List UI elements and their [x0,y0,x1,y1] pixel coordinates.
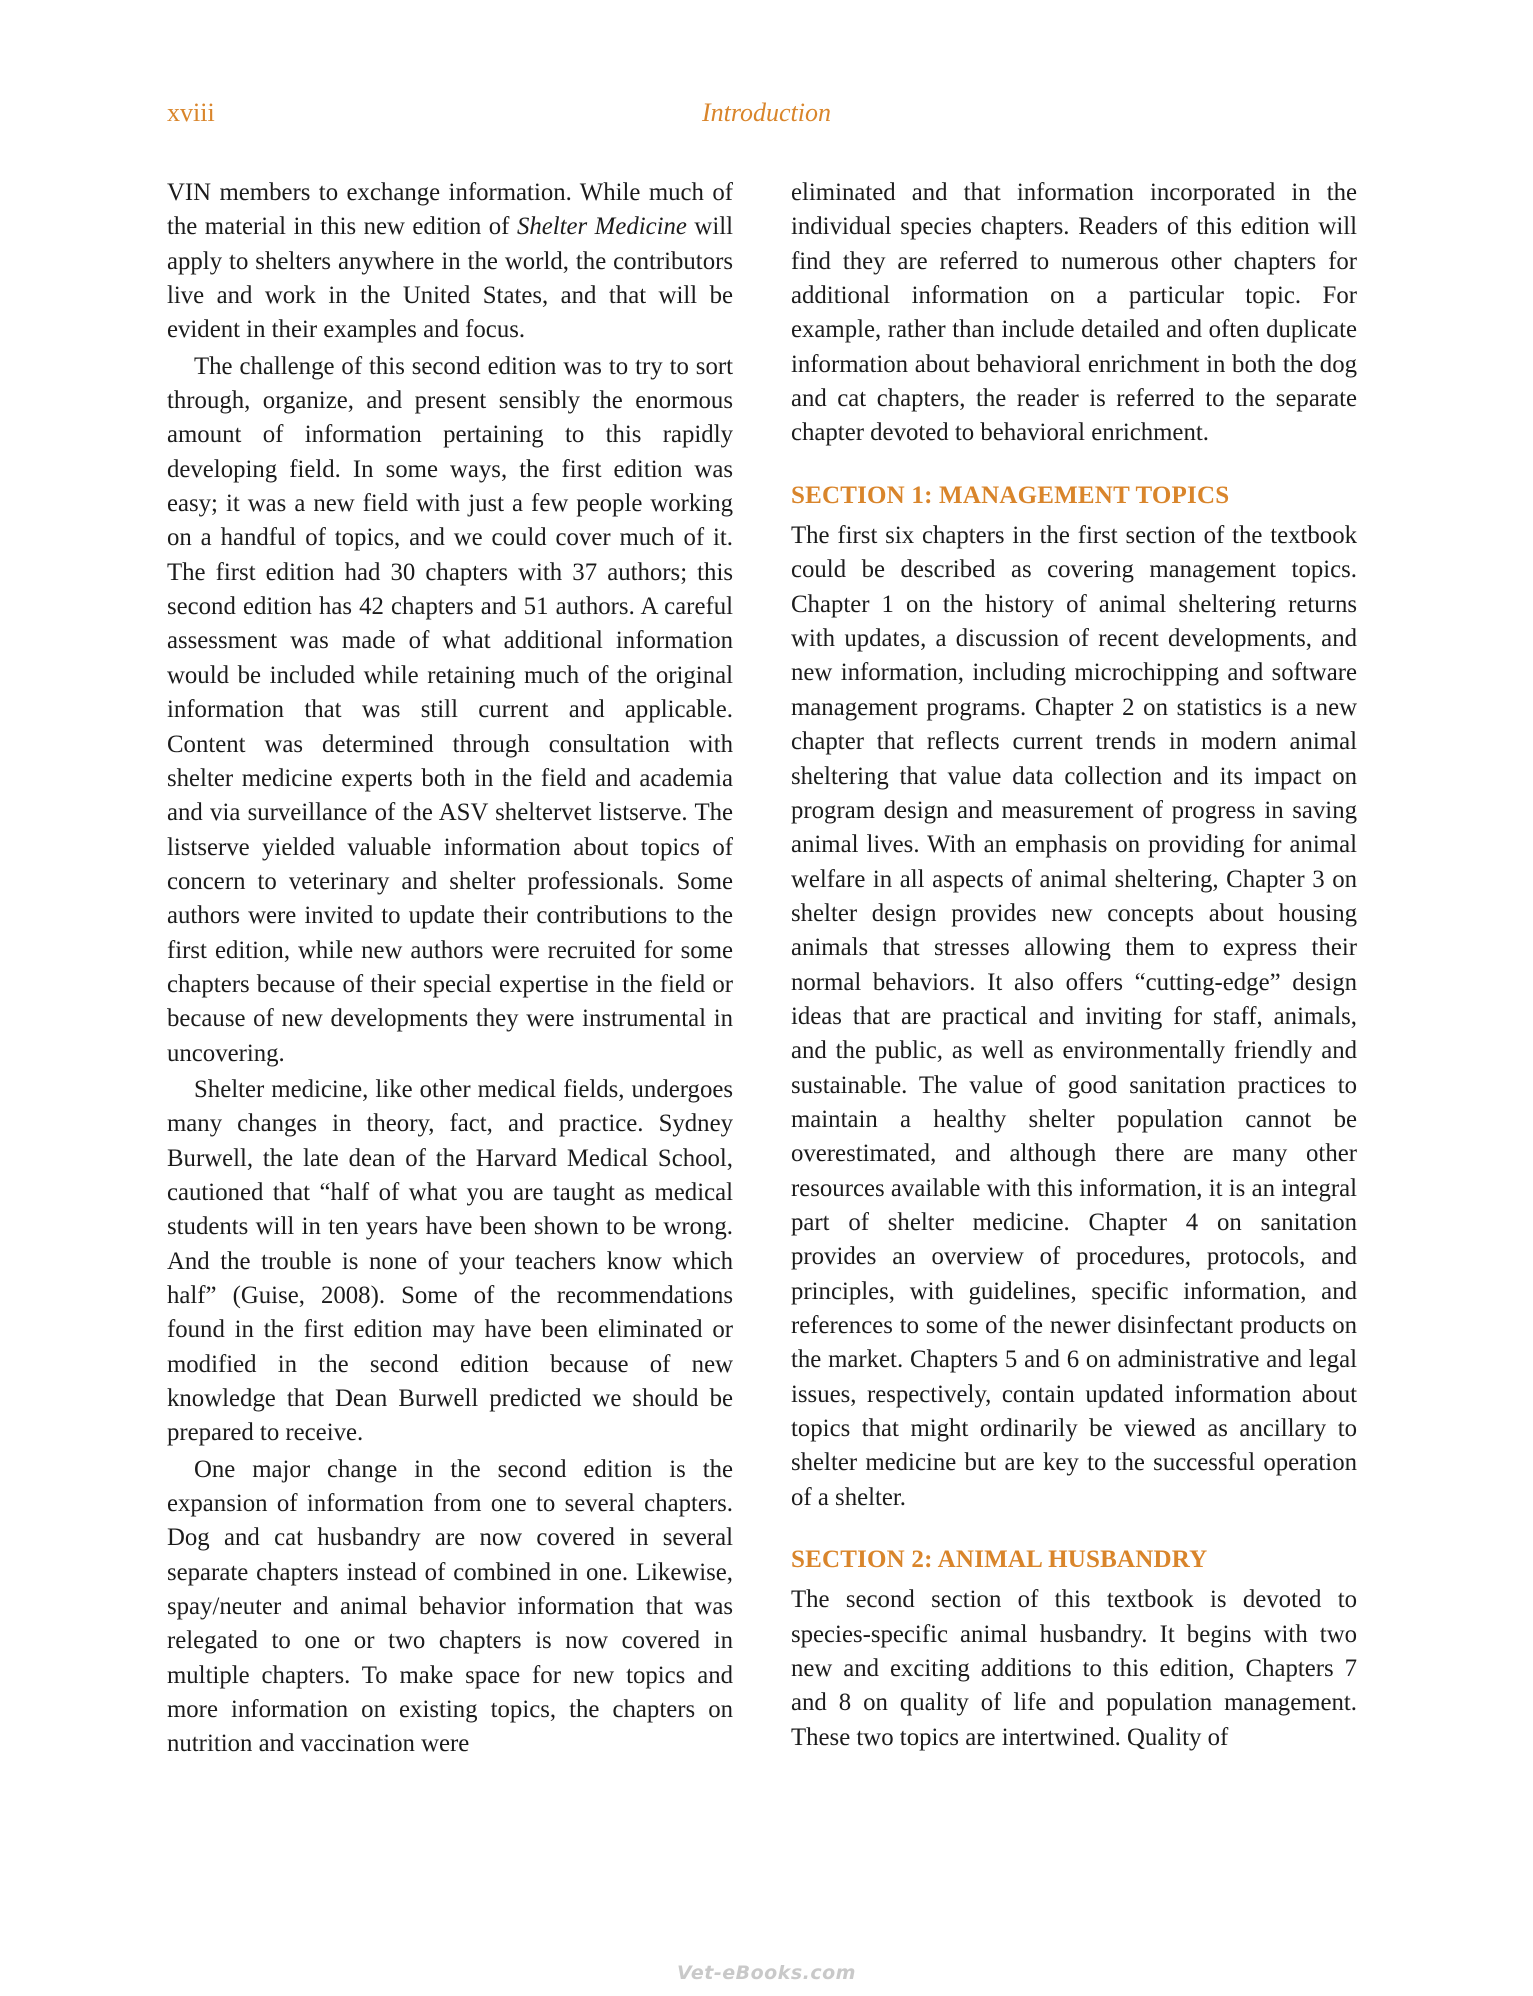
right-column [791,176,1357,1755]
section-heading: SECTION 2: ANIMAL HUSBANDRY [791,1546,1208,1574]
paragraph: The second section of this textbook is devoted to species-specific animal husbandry. It begins with two new and exciting additions to this edition, Chapters 7 and 8 on quality of life and population management. These two topics are intertwined. Quality of [791,1586,1357,1751]
section-heading: SECTION 1: MANAGEMENT TOPICS [791,481,1230,509]
book-title-italic: Shelter Medicine [516,213,687,241]
paragraph: Shelter medicine, like other medical fields, undergoes many changes in theory, fact, and practice. Sydney Burwell, the late dean of the Harvard Medical School, cautioned that “half of what you are taught as medical students will in ten years have been shown to be wrong. And the trouble is none of your teachers know which half” (Guise, 2008). Some of the recommendations found in the first edition may have been eliminated or modified in the second edition because of new knowledge that Dean Burwell predicted we should be prepared to receive. [167,1075,733,1447]
paragraph: VIN members to exchange information. While much of the material in this new edition of Shelter Medicine will apply to shelters anywhere in the world, the contributors live and work in the United States, and that will be evident in their examples and focus. [167,179,734,344]
running-title: Introduction [701,98,832,127]
paragraph: The first six chapters in the first section of the textbook could be described as covering management topics. Chapter 1 on the history of animal sheltering returns with updates, a discussion of recent developments, and new information, including microchipping and software management programs. Chapter 2 on statistics is a new chapter that reflects current trends in modern animal sheltering that value data collection and its impact on program design and measurement of progress in saving animal lives. With an emphasis on providing for animal welfare in all aspects of animal sheltering, Chapter 3 on shelter design provides new concepts about housing animals that stresses allowing them to express their normal behaviors. It also offers “cutting-edge” design ideas that are practical and inviting for staff, animals, and the public, as well as environmentally friendly and sustainable. The value of good sanitation practices to maintain a healthy shelter population cannot be overestimated, and although there are many other resources available with this information, it is an integral part of shelter medicine. Chapter 4 on sanitation provides an overview of procedures, protocols, and principles, with guidelines, specific information, and references to some of the newer disinfectant products on the market. Chapters 5 and 6 on administrative and legal issues, respectively, contain updated information about topics that might ordinarily be viewed as ancillary to shelter medicine but are key to the successful operation of a shelter. [791,522,1357,1511]
paragraph: eliminated and that information incorporated in the individual species chapters. Readers of this edition will find they are referred to numerous other chapters for additional information on a particular topic. For example, rather than include detailed and often duplicate information about behavioral enrichment in both the dog and cat chapters, the reader is referred to the separate chapter devoted to behavioral enrichment. [791,179,1357,447]
watermark: Vet-eBooks.com [677,1962,856,1984]
page-number: xviii [167,98,215,127]
paragraph: The challenge of this second edition was to try to sort through, organize, and present sensibly the enormous amount of information pertaining to this rapidly developing field. In some ways, the first edition was easy; it was a new field with just a few people working on a handful of topics, and we could cover much of it. The first edition had 30 chapters with 37 authors; this second edition has 42 chapters and 51 authors. A careful assessment was made of what additional information would be included while retaining much of the original information that was still current and applicable. Content was determined through consultation with shelter medicine experts both in the field and academia and via surveillance of the ASV sheltervet listserve. The listserve yielded valuable information about topics of concern to veterinary and shelter professionals. Some authors were invited to update their contributions to the first edition, while new authors were recruited for some chapters because of their special expertise in the field or because of new developments they were instrumental in uncovering. [167,352,733,1067]
paragraph: One major change in the second edition is the expansion of information from one to several chapters. Dog and cat husbandry are now covered in several separate chapters instead of combined in one. Likewise, spay/neuter and animal behavior information that was relegated to one or two chapters is now covered in multiple chapters. To make space for new topics and more information on existing topics, the chapters on nutrition and vaccination were [167,1455,733,1758]
left-column [167,176,733,1762]
